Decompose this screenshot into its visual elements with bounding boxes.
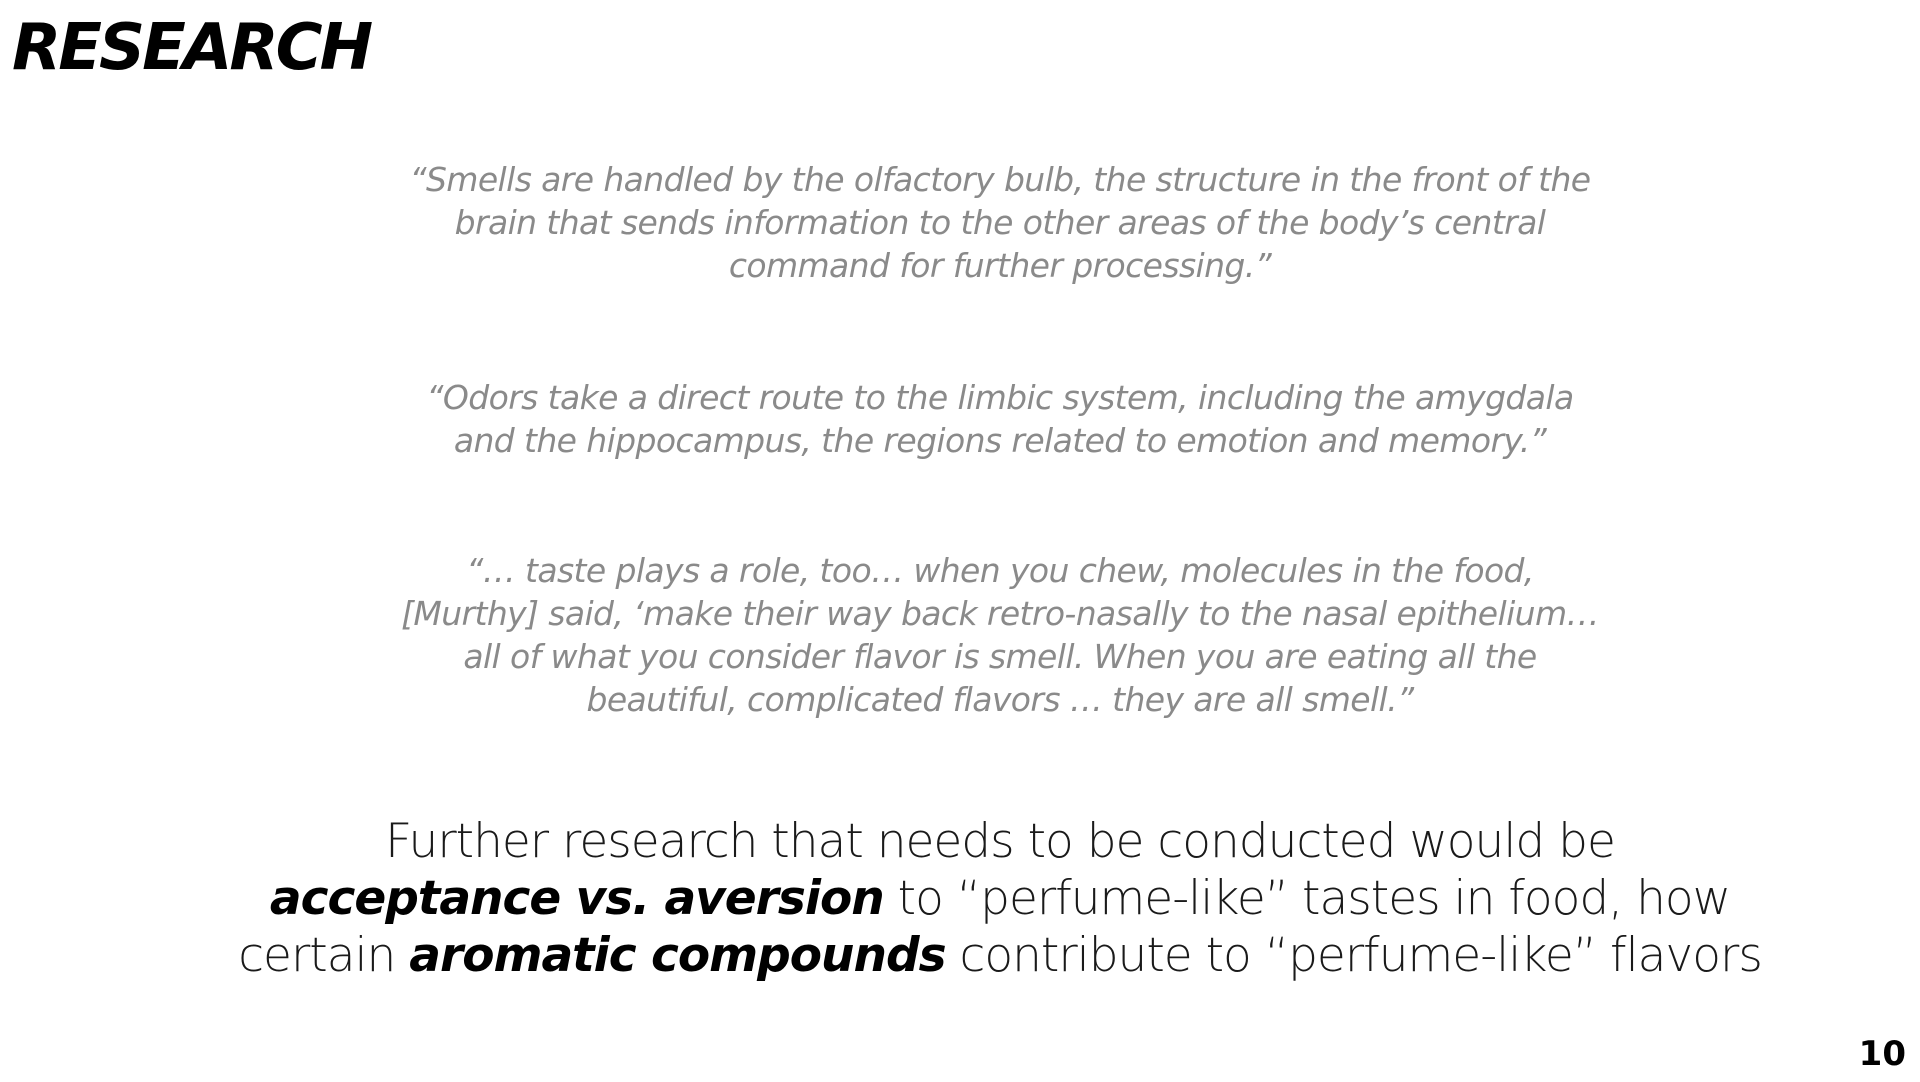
slide-title: RESEARCH xyxy=(12,11,371,85)
conclusion-line-1: Further research that needs to be conducted would be xyxy=(385,814,1615,869)
emphasis-aromatic-compounds: aromatic compounds xyxy=(409,928,946,983)
conclusion-line-2 xyxy=(160,870,1840,927)
quote-line: “Odors take a direct route to the limbic system, including the amygdala xyxy=(426,378,1574,417)
quote-line: beautiful, complicated flavors … they are all smell.” xyxy=(586,680,1414,719)
research-quote-3 xyxy=(310,549,1690,721)
research-quote-2 xyxy=(310,376,1690,462)
quote-line: all of what you consider flavor is smell. When you are eating all the xyxy=(463,637,1537,676)
further-research-statement xyxy=(160,813,1840,984)
quote-line: [Murthy] said, ‘make their way back retro-nasally to the nasal epithelium… xyxy=(401,594,1599,633)
conclusion-line-3 xyxy=(160,927,1840,984)
emphasis-acceptance-vs-aversion: acceptance vs. aversion xyxy=(269,871,884,926)
conclusion-line-3-lead: certain xyxy=(238,928,410,983)
page-number: 10 xyxy=(1858,1034,1906,1074)
quote-line: brain that sends information to the other areas of the body’s central xyxy=(454,203,1546,242)
quote-line: and the hippocampus, the regions related to emotion and memory.” xyxy=(453,421,1547,460)
conclusion-line-2-text: to “perfume-like” tastes in food, how xyxy=(883,871,1731,926)
research-quote-1 xyxy=(310,158,1690,287)
conclusion-line-3-text: contribute to “perfume-like” flavors xyxy=(945,928,1762,983)
quote-line: “Smells are handled by the olfactory bulb, the structure in the front of the xyxy=(409,160,1591,199)
quote-line: command for further processing.” xyxy=(728,246,1272,285)
quote-line: “… taste plays a role, too… when you chew, molecules in the food, xyxy=(466,551,1534,590)
